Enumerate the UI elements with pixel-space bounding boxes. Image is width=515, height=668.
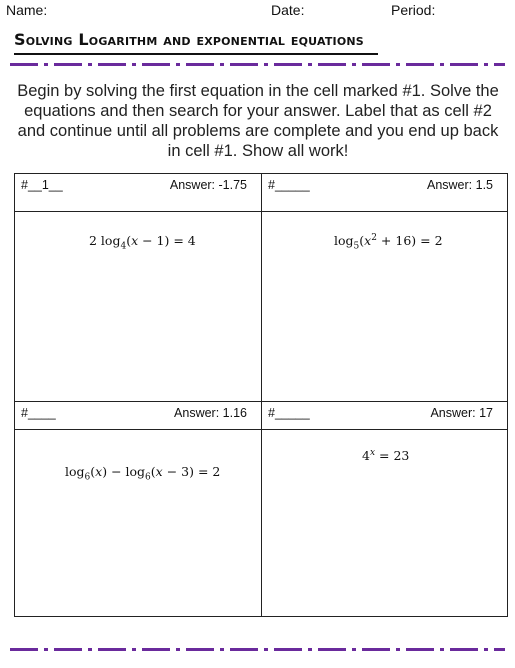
student-info-line [6, 2, 510, 22]
problem-cell-4 [262, 402, 507, 616]
problem-grid [14, 173, 508, 617]
cell-number-label[interactable]: #_____ [268, 178, 310, 192]
title-underline [14, 53, 378, 55]
period-label: Period: [391, 2, 436, 18]
top-decorative-rule [10, 63, 505, 66]
cell-answer: Answer: -1.75 [169, 178, 247, 192]
equation: $\log_5(x^2 + 16) = 2$ [334, 233, 443, 252]
instructions-text: Begin by solving the first equation in the cell marked #1. Solve the equations and then search for your answer. Label that as cell #2 and continue until all problems are complete and you end up back in cell #1. Show all work! [17, 82, 499, 160]
problem-cell-2 [262, 174, 507, 401]
problem-cell-3 [15, 402, 261, 616]
cell-header [262, 174, 507, 212]
cell-number-label[interactable]: #____ [21, 406, 56, 420]
cell-header [15, 174, 261, 212]
equation: 2 $\log_4(x - 1) = 4$ [89, 233, 196, 252]
cell-answer: Answer: 1.5 [426, 178, 493, 192]
cell-header [15, 402, 261, 430]
cell-header [262, 402, 507, 430]
date-label: Date: [271, 2, 305, 18]
cell-number-label[interactable]: #_____ [268, 406, 310, 420]
equation: $4^x = 23$ [362, 448, 410, 464]
cell-answer: Answer: 17 [430, 406, 493, 420]
bottom-decorative-rule [10, 648, 505, 651]
equation: $\log_6(x) - \log_6(x - 3) = 2$ [65, 464, 221, 483]
cell-answer: Answer: 1.16 [174, 406, 247, 420]
problem-cell-1 [15, 174, 261, 401]
cell-number-label[interactable]: #__1__ [21, 178, 63, 192]
name-label: Name: [6, 2, 48, 18]
worksheet-title: Solving Logarithm and exponential equations [14, 30, 364, 49]
